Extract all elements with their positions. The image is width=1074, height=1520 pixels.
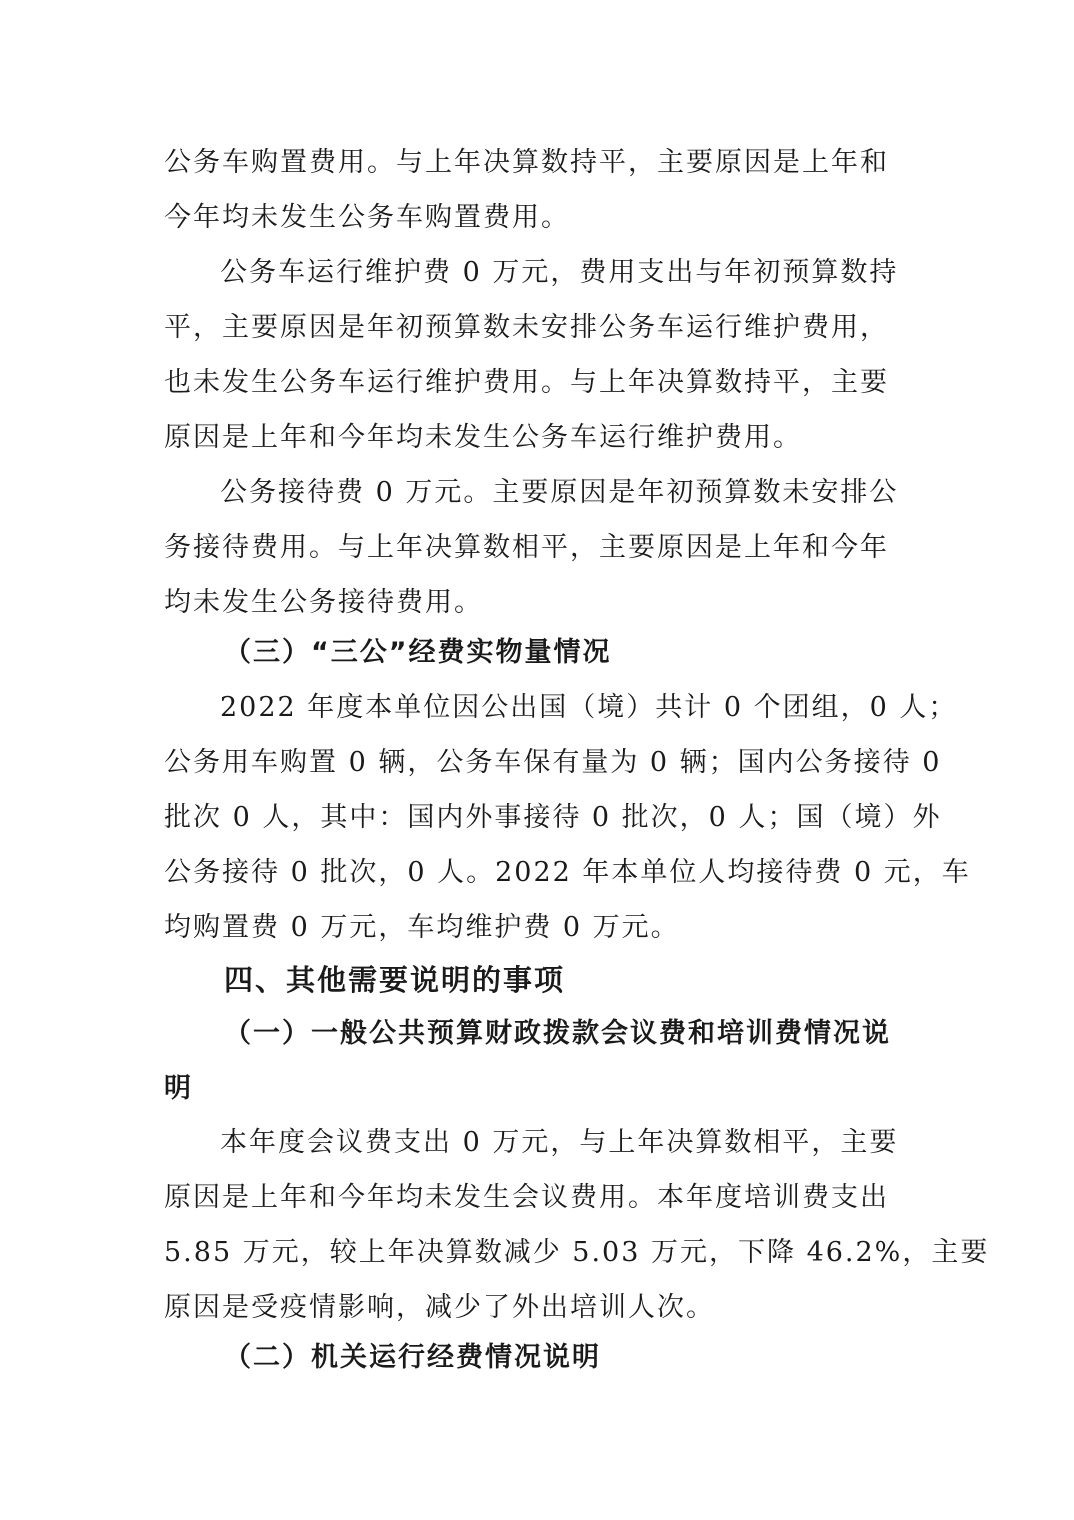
paragraph-line: 公务接待费 0 万元。主要原因是年初预算数未安排公 <box>220 477 899 508</box>
section-heading: （一）一般公共预算财政拨款会议费和培训费情况说 <box>224 1018 891 1049</box>
section-heading-continued: 明 <box>164 1073 193 1104</box>
paragraph-line: 平，主要原因是年初预算数未安排公务车运行维护费用， <box>164 312 889 343</box>
paragraph-line: 原因是上年和今年均未发生会议费用。本年度培训费支出 <box>164 1182 889 1213</box>
paragraph-line: 5.85 万元，较上年决算数减少 5.03 万元，下降 46.2%，主要 <box>164 1237 990 1268</box>
paragraph-line: 也未发生公务车运行维护费用。与上年决算数持平，主要 <box>164 367 889 398</box>
paragraph-line: 均购置费 0 万元，车均维护费 0 万元。 <box>164 912 680 943</box>
paragraph-line: 公务用车购置 0 辆，公务车保有量为 0 辆；国内公务接待 0 <box>164 747 942 778</box>
paragraph-line: 公务接待 0 批次，0 人。2022 年本单位人均接待费 0 元，车 <box>164 857 971 888</box>
chapter-heading: 四、其他需要说明的事项 <box>224 963 566 997</box>
paragraph-line: 均未发生公务接待费用。 <box>164 587 483 618</box>
paragraph-line: 本年度会议费支出 0 万元，与上年决算数相平，主要 <box>220 1127 899 1158</box>
paragraph-line: 公务车运行维护费 0 万元，费用支出与年初预算数持 <box>220 257 899 288</box>
paragraph-line: 2022 年度本单位因公出国（境）共计 0 个团组，0 人； <box>220 692 958 723</box>
paragraph-line: 公务车购置费用。与上年决算数持平，主要原因是上年和 <box>164 147 889 178</box>
section-heading: （三）“三公”经费实物量情况 <box>224 637 612 668</box>
paragraph-line: 务接待费用。与上年决算数相平，主要原因是上年和今年 <box>164 532 889 563</box>
paragraph-line: 原因是受疫情影响，减少了外出培训人次。 <box>164 1292 715 1323</box>
section-heading: （二）机关运行经费情况说明 <box>224 1342 601 1373</box>
paragraph-line: 今年均未发生公务车购置费用。 <box>164 202 570 233</box>
paragraph-line: 原因是上年和今年均未发生公务车运行维护费用。 <box>164 422 802 453</box>
paragraph-line: 批次 0 人，其中：国内外事接待 0 批次，0 人；国（境）外 <box>164 802 942 833</box>
